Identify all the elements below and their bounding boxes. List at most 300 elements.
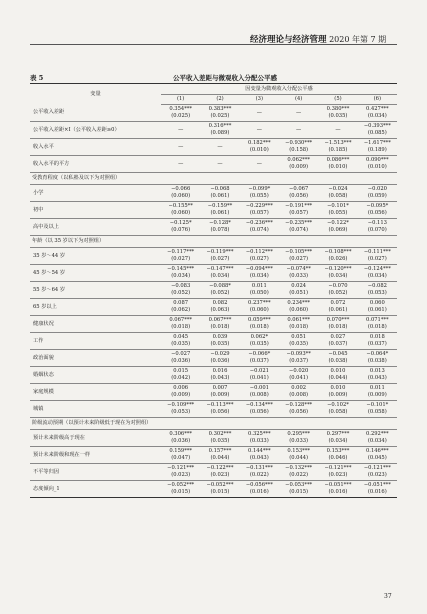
standard-error: (0.185) xyxy=(328,147,348,153)
cell xyxy=(161,430,200,447)
standard-error: (0.037) xyxy=(328,341,348,347)
coefficient: 0.006 xyxy=(173,385,189,392)
standard-error: (0.043) xyxy=(249,455,269,461)
coefficient: 0.237*** xyxy=(248,300,271,307)
column-header: (3) xyxy=(240,95,279,105)
coefficient: 0.292*** xyxy=(366,431,389,438)
coefficient: 0.383*** xyxy=(208,106,232,113)
coefficient: 0.234*** xyxy=(287,300,310,307)
cell xyxy=(200,333,239,350)
coefficient: 0.086*** xyxy=(326,157,350,164)
cell xyxy=(240,185,279,202)
cell xyxy=(358,481,397,498)
variable-label: 预计未来阶级高于现在 xyxy=(30,430,161,447)
coefficient: 0.016 xyxy=(212,368,228,375)
table-row xyxy=(30,481,397,498)
cell xyxy=(279,202,318,219)
dependent-variable-header: 因变量为微观收入分配公平感 xyxy=(161,84,397,95)
standard-error: (0.060) xyxy=(289,307,309,313)
column-header: (5) xyxy=(318,95,357,105)
cell xyxy=(358,156,397,173)
variable-label: 公平收入差距×I（公平收入差距≥0） xyxy=(30,122,161,139)
standard-error: (0.034) xyxy=(367,438,387,444)
coefficient: 0.427*** xyxy=(366,106,389,113)
standard-error: (0.022) xyxy=(249,472,269,478)
standard-error: (0.035) xyxy=(210,438,230,444)
coefficient: — xyxy=(217,160,223,167)
cell xyxy=(200,219,239,236)
coefficient: 0.153*** xyxy=(326,448,350,455)
standard-error: (0.008) xyxy=(249,392,269,398)
standard-error: (0.036) xyxy=(171,438,191,444)
variable-label: 收入水平 xyxy=(30,139,161,156)
coefficient: — xyxy=(178,126,184,133)
cell xyxy=(161,122,200,139)
cell xyxy=(200,401,239,418)
standard-error: (0.056) xyxy=(289,409,309,415)
coefficient: 0.011 xyxy=(369,385,385,392)
cell xyxy=(200,122,239,139)
cell xyxy=(358,185,397,202)
coefficient: −0.105*** xyxy=(285,249,313,256)
standard-error: (0.027) xyxy=(171,256,191,262)
cell xyxy=(200,248,239,265)
coefficient: −0.088* xyxy=(209,283,231,290)
standard-error: (0.037) xyxy=(289,358,309,364)
standard-error: (0.016) xyxy=(328,489,348,495)
cell xyxy=(318,282,357,299)
coefficient: −0.111*** xyxy=(363,249,391,256)
cell xyxy=(279,350,318,367)
table-row xyxy=(30,299,397,316)
coefficient: −0.124*** xyxy=(363,266,391,273)
coefficient: −0.132*** xyxy=(285,465,313,472)
coefficient: −0.053*** xyxy=(285,482,313,489)
cell xyxy=(279,139,318,156)
cell xyxy=(161,384,200,401)
standard-error: (0.009) xyxy=(289,164,309,170)
variable-label: 工作 xyxy=(30,333,161,350)
standard-error: (0.034) xyxy=(210,273,230,279)
standard-error: (0.034) xyxy=(171,273,191,279)
table-row xyxy=(30,105,397,122)
coefficient: −0.093** xyxy=(286,351,311,358)
cell xyxy=(358,430,397,447)
cell xyxy=(200,282,239,299)
cell xyxy=(240,464,279,481)
coefficient: −0.101* xyxy=(327,203,349,210)
table-label: 表 5 xyxy=(30,74,44,82)
cell xyxy=(161,447,200,464)
cell xyxy=(358,219,397,236)
coefficient: 0.354*** xyxy=(169,106,192,113)
standard-error: (0.056) xyxy=(249,409,269,415)
standard-error: (0.010) xyxy=(328,164,348,170)
coefficient: −0.066* xyxy=(248,351,271,358)
cell xyxy=(240,384,279,401)
standard-error: (0.052) xyxy=(328,290,348,296)
cell xyxy=(318,105,357,122)
standard-error: (0.057) xyxy=(249,210,269,216)
cell xyxy=(240,299,279,316)
table-row xyxy=(30,464,397,481)
table-row xyxy=(30,156,397,173)
standard-error: (0.023) xyxy=(367,472,387,478)
regression-table xyxy=(30,83,397,498)
coefficient: −0.121*** xyxy=(363,465,391,472)
cell xyxy=(318,367,357,384)
coefficient: — xyxy=(217,143,223,150)
table-row xyxy=(30,447,397,464)
standard-error: (0.089) xyxy=(210,130,230,136)
cell xyxy=(279,333,318,350)
standard-error: (0.018) xyxy=(210,324,230,330)
variable-label: 婚姻状态 xyxy=(30,367,161,384)
cell xyxy=(200,447,239,464)
cell xyxy=(161,316,200,333)
coefficient: −0.095* xyxy=(366,203,389,210)
coefficient: −0.134*** xyxy=(245,402,273,409)
standard-error: (0.074) xyxy=(289,227,309,233)
cell xyxy=(358,316,397,333)
coefficient: 0.011 xyxy=(251,283,267,290)
standard-error: (0.069) xyxy=(328,227,348,233)
cell xyxy=(318,219,357,236)
standard-error: (0.027) xyxy=(367,256,387,262)
table-row xyxy=(30,248,397,265)
section-label: 年龄（以 35 岁以下为对照组） xyxy=(30,236,397,248)
coefficient: — xyxy=(256,126,262,133)
cell xyxy=(358,122,397,139)
variable-label: 35 岁～44 岁 xyxy=(30,248,161,265)
cell xyxy=(358,464,397,481)
coefficient: −0.145*** xyxy=(167,266,195,273)
cell xyxy=(279,401,318,418)
cell xyxy=(358,367,397,384)
cell xyxy=(240,105,279,122)
standard-error: (0.009) xyxy=(171,392,191,398)
coefficient: 0.306*** xyxy=(169,431,192,438)
coefficient: −0.122*** xyxy=(206,465,234,472)
standard-error: (0.051) xyxy=(289,290,309,296)
cell xyxy=(240,265,279,282)
coefficient: 0.015 xyxy=(173,368,189,375)
standard-error: (0.057) xyxy=(289,210,309,216)
standard-error: (0.016) xyxy=(367,489,387,495)
coefficient: 0.013 xyxy=(369,368,385,375)
cell xyxy=(279,464,318,481)
cell xyxy=(358,384,397,401)
cell xyxy=(240,430,279,447)
cell xyxy=(279,122,318,139)
coefficient: −0.064* xyxy=(366,351,389,358)
coefficient: 0.007 xyxy=(212,385,228,392)
coefficient: −0.121*** xyxy=(167,465,195,472)
variable-label: 高中及以上 xyxy=(30,219,161,236)
coefficient: 0.159*** xyxy=(169,448,192,455)
standard-error: (0.061) xyxy=(210,210,230,216)
standard-error: (0.023) xyxy=(210,472,230,478)
cell xyxy=(318,447,357,464)
standard-error: (0.061) xyxy=(210,193,230,199)
cell xyxy=(200,139,239,156)
table-row xyxy=(30,282,397,299)
standard-error: (0.050) xyxy=(249,290,269,296)
variable-label: 45 岁～54 岁 xyxy=(30,265,161,282)
table-row xyxy=(30,401,397,418)
coefficient: −0.122* xyxy=(327,220,349,227)
coefficient: — xyxy=(296,109,302,116)
cell xyxy=(200,105,239,122)
coefficient: 0.071*** xyxy=(366,317,389,324)
cell xyxy=(318,401,357,418)
standard-error: (0.018) xyxy=(171,324,191,330)
standard-error: (0.022) xyxy=(289,472,309,478)
coefficient: 0.316*** xyxy=(208,123,232,130)
cell xyxy=(161,105,200,122)
coefficient: −0.020 xyxy=(289,368,309,375)
coefficient: 0.182*** xyxy=(248,140,271,147)
page-number: 37 xyxy=(384,593,392,600)
coefficient: −0.083 xyxy=(171,283,191,290)
cell xyxy=(279,430,318,447)
coefficient: — xyxy=(296,126,302,133)
cell xyxy=(318,481,357,498)
standard-error: (0.015) xyxy=(289,489,309,495)
standard-error: (0.027) xyxy=(210,256,230,262)
coefficient: 0.146*** xyxy=(366,448,389,455)
coefficient: −0.068 xyxy=(210,186,230,193)
coefficient: −0.099* xyxy=(248,186,271,193)
standard-error: (0.059) xyxy=(367,193,387,199)
standard-error: (0.158) xyxy=(289,147,309,153)
cell xyxy=(161,265,200,282)
variable-label: 健康状况 xyxy=(30,316,161,333)
coefficient: 0.051 xyxy=(291,334,307,341)
coefficient: 0.002 xyxy=(291,385,307,392)
variable-label: 65 岁以上 xyxy=(30,299,161,316)
coefficient: −0.229*** xyxy=(245,203,273,210)
coefficient: −0.074** xyxy=(286,266,311,273)
coefficient: −0.235*** xyxy=(285,220,313,227)
standard-error: (0.018) xyxy=(289,324,309,330)
cell xyxy=(240,367,279,384)
standard-error: (0.036) xyxy=(171,358,191,364)
standard-error: (0.009) xyxy=(367,392,387,398)
standard-error: (0.034) xyxy=(367,113,387,119)
cell xyxy=(279,316,318,333)
standard-error: (0.061) xyxy=(367,307,387,313)
standard-error: (0.025) xyxy=(171,113,191,119)
standard-error: (0.034) xyxy=(249,273,269,279)
cell xyxy=(318,139,357,156)
cell xyxy=(200,265,239,282)
coefficient: 0.010 xyxy=(330,385,346,392)
table-row xyxy=(30,219,397,236)
table-row xyxy=(30,316,397,333)
table-row xyxy=(30,367,397,384)
cell xyxy=(240,219,279,236)
standard-error: (0.037) xyxy=(249,358,269,364)
coefficient: 0.082 xyxy=(212,300,228,307)
cell xyxy=(161,401,200,418)
cell xyxy=(161,464,200,481)
coefficient: −0.147*** xyxy=(206,266,234,273)
standard-error: (0.061) xyxy=(328,307,348,313)
cell xyxy=(318,265,357,282)
standard-error: (0.015) xyxy=(210,489,230,495)
standard-error: (0.056) xyxy=(289,193,309,199)
standard-error: (0.023) xyxy=(171,472,191,478)
cell xyxy=(318,202,357,219)
cell xyxy=(318,248,357,265)
header-rule xyxy=(30,44,397,45)
coefficient: −0.045 xyxy=(328,351,348,358)
cell xyxy=(358,401,397,418)
cell xyxy=(318,122,357,139)
coefficient: −0.094*** xyxy=(245,266,273,273)
cell xyxy=(161,282,200,299)
standard-error: (0.037) xyxy=(367,341,387,347)
table-row xyxy=(30,185,397,202)
standard-error: (0.015) xyxy=(171,489,191,495)
cell xyxy=(161,248,200,265)
cell xyxy=(358,248,397,265)
standard-error: (0.056) xyxy=(210,409,230,415)
cell xyxy=(279,282,318,299)
coefficient: 0.297*** xyxy=(326,431,350,438)
coefficient: 0.087 xyxy=(173,300,189,307)
cell xyxy=(358,105,397,122)
coefficient: 0.067*** xyxy=(169,317,192,324)
standard-error: (0.070) xyxy=(367,227,387,233)
coefficient: 0.090*** xyxy=(366,157,389,164)
cell xyxy=(161,185,200,202)
coefficient: 0.061*** xyxy=(287,317,310,324)
cell xyxy=(279,384,318,401)
cell xyxy=(279,299,318,316)
coefficient: −0.020 xyxy=(367,186,387,193)
coefficient: −0.021 xyxy=(249,368,269,375)
coefficient: 0.067*** xyxy=(208,317,232,324)
cell xyxy=(279,105,318,122)
section-label: 受教育程度（以私塾及以下为对照组） xyxy=(30,173,397,185)
cell xyxy=(161,481,200,498)
cell xyxy=(240,401,279,418)
cell xyxy=(240,202,279,219)
coefficient: −0.051*** xyxy=(324,482,352,489)
table-row xyxy=(30,430,397,447)
section-label: 阶级流动预期（以预计未来阶级低于现在为对照组） xyxy=(30,418,397,430)
standard-error: (0.023) xyxy=(328,472,348,478)
coefficient: −0.120*** xyxy=(324,266,352,273)
coefficient: −0.159** xyxy=(207,203,233,210)
standard-error: (0.056) xyxy=(367,210,387,216)
standard-error: (0.053) xyxy=(367,290,387,296)
standard-error: (0.074) xyxy=(249,227,269,233)
table-row xyxy=(30,139,397,156)
cell xyxy=(240,282,279,299)
coefficient: 0.059*** xyxy=(248,317,271,324)
cell xyxy=(318,156,357,173)
cell xyxy=(161,367,200,384)
coefficient: 0.018 xyxy=(369,334,385,341)
standard-error: (0.042) xyxy=(171,375,191,381)
coefficient: −0.056*** xyxy=(245,482,273,489)
cell xyxy=(200,316,239,333)
cell xyxy=(279,185,318,202)
cell xyxy=(161,333,200,350)
table-row xyxy=(30,122,397,139)
standard-error: (0.034) xyxy=(328,273,348,279)
column-header: (2) xyxy=(200,95,239,105)
coefficient: 0.039 xyxy=(212,334,228,341)
standard-error: (0.058) xyxy=(328,193,348,199)
cell xyxy=(200,202,239,219)
cell xyxy=(161,139,200,156)
coefficient: −0.113*** xyxy=(206,402,234,409)
table-row xyxy=(30,384,397,401)
coefficient: 0.157*** xyxy=(208,448,232,455)
cell xyxy=(279,248,318,265)
coefficient: −0.128* xyxy=(209,220,231,227)
cell xyxy=(200,384,239,401)
standard-error: (0.052) xyxy=(171,290,191,296)
coefficient: 0.010 xyxy=(330,368,346,375)
coefficient: −0.067 xyxy=(289,186,309,193)
standard-error: (0.035) xyxy=(289,341,309,347)
standard-error: (0.063) xyxy=(210,307,230,313)
coefficient: 0.302*** xyxy=(208,431,232,438)
standard-error: (0.060) xyxy=(171,210,191,216)
standard-error: (0.010) xyxy=(249,147,269,153)
coefficient: −0.027 xyxy=(171,351,191,358)
standard-error: (0.189) xyxy=(367,147,387,153)
coefficient: −0.029 xyxy=(210,351,230,358)
coefficient: −0.001 xyxy=(249,385,269,392)
coefficient: −0.052*** xyxy=(167,482,195,489)
cell xyxy=(358,299,397,316)
standard-error: (0.027) xyxy=(249,256,269,262)
cell xyxy=(358,202,397,219)
coefficient: −0.101* xyxy=(366,402,389,409)
coefficient: −0.119*** xyxy=(206,249,234,256)
section-row xyxy=(30,418,397,430)
cell xyxy=(200,299,239,316)
standard-error: (0.043) xyxy=(210,375,230,381)
cell xyxy=(358,333,397,350)
cell xyxy=(318,464,357,481)
cell xyxy=(240,481,279,498)
coefficient: −0.051*** xyxy=(363,482,391,489)
standard-error: (0.058) xyxy=(367,409,387,415)
cell xyxy=(279,265,318,282)
coefficient: 0.153*** xyxy=(287,448,310,455)
cell xyxy=(279,367,318,384)
coefficient: 0.027 xyxy=(330,334,346,341)
coefficient: −0.109*** xyxy=(167,402,195,409)
cell xyxy=(240,156,279,173)
coefficient: — xyxy=(178,143,184,150)
coefficient: −1.513*** xyxy=(324,140,352,147)
table-title: 公平收入差距与微观收入分配公平感 xyxy=(173,74,277,82)
coefficient: 0.144*** xyxy=(248,448,271,455)
coefficient: 0.295*** xyxy=(287,431,310,438)
variable-label: 收入水平的平方 xyxy=(30,156,161,173)
coefficient: −0.113 xyxy=(367,220,387,227)
cell xyxy=(358,265,397,282)
variable-label: 预计未来阶级和现在一样 xyxy=(30,447,161,464)
